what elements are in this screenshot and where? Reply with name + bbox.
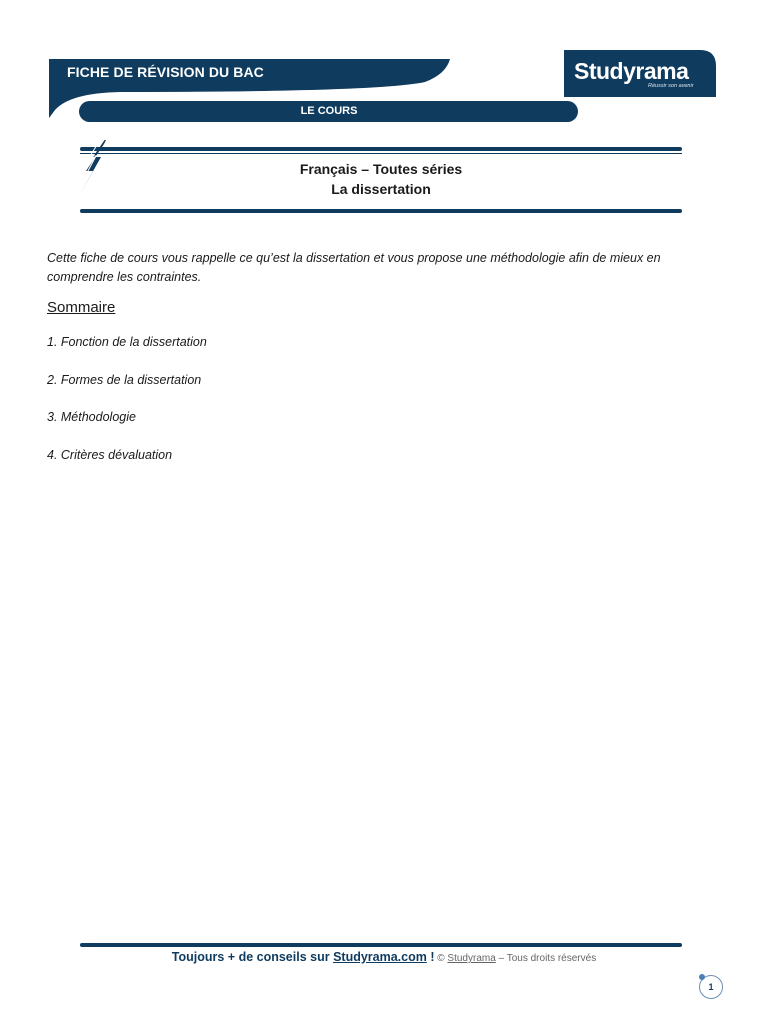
footer-divider (80, 943, 682, 947)
subject-subtitle: La dissertation (331, 181, 431, 197)
copyright-symbol: © (434, 953, 448, 964)
intro-paragraph: Cette fiche de cours vous rappelle ce qu’est la dissertation et vous propose une méthodologie afin de mieux en comprendre les contraintes. (47, 251, 661, 284)
toc-heading: Sommaire (47, 299, 116, 316)
footer-site-link[interactable]: Studyrama.com (333, 950, 427, 964)
section-label: LE COURS (300, 105, 358, 117)
toc-item: 3. Méthodologie (47, 410, 136, 424)
footer-exclaim: ! (426, 950, 435, 964)
header-banner (0, 0, 768, 130)
toc-list (47, 334, 207, 484)
footer (0, 950, 768, 964)
toc-item: 4. Critères dévaluation (47, 447, 173, 462)
page-dot-icon (699, 974, 705, 980)
subject-title: Français – Toutes séries (299, 161, 463, 177)
subject-block (0, 140, 768, 220)
toc-item: 2. Formes de la dissertation (47, 372, 202, 387)
toc-item: 1. Fonction de la dissertation (47, 335, 207, 349)
page-number: 1 (699, 975, 723, 999)
banner-title: FICHE DE RÉVISION DU BAC (67, 64, 264, 80)
subject-decor (0, 140, 768, 220)
studyrama-logo: Studyrama (574, 58, 689, 84)
footer-rights: – Tous droits réservés (495, 953, 597, 964)
footer-brand-link[interactable]: Studyrama (447, 953, 496, 964)
footer-prefix: Toujours + de conseils sur (171, 950, 334, 964)
logo-tagline: Réussir son avenir (648, 83, 694, 89)
